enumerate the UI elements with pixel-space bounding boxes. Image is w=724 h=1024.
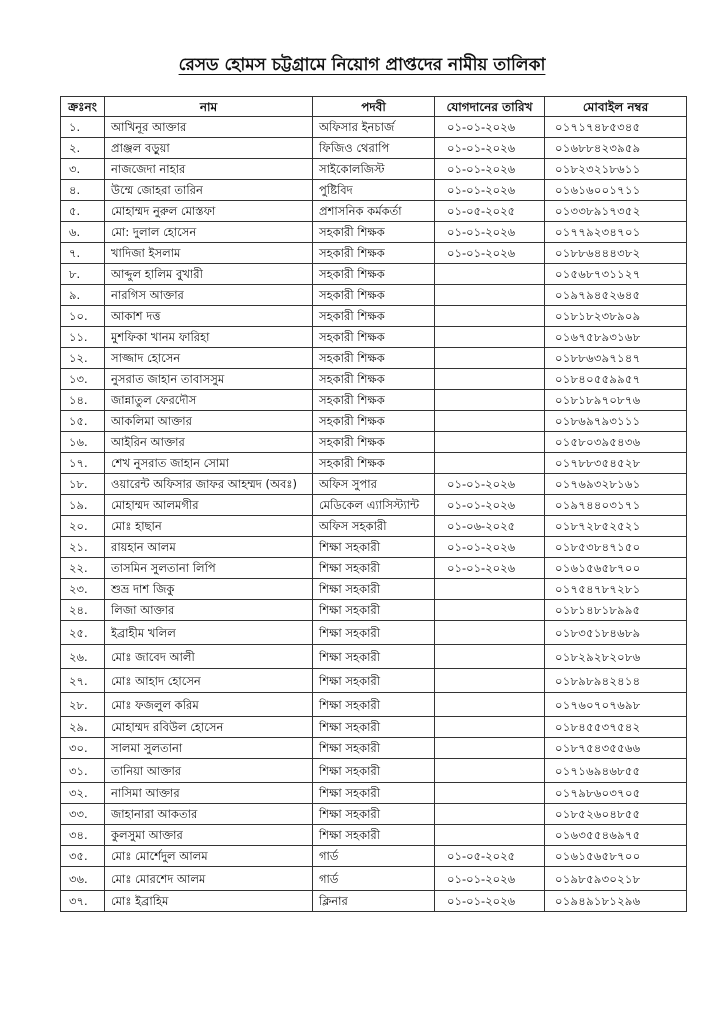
cell-name: আব্দুল হালিম বুখারী [105,264,313,285]
cell-designation: শিক্ষা সহকারী [313,645,435,669]
table-row [61,717,687,738]
cell-mobile: ০১৮৫২৬০৪৮৫৫ [545,804,687,825]
table-body [61,117,687,912]
cell-name: মোঃ ইব্রাহিম [105,891,313,912]
cell-serial: ৩১. [61,759,105,783]
cell-mobile: ০১৮১৮৯৭০৮৭৬ [545,390,687,411]
cell-mobile: ০১৯৮৫৯৩০২১৮ [545,867,687,891]
cell-join-date: ০১-০১-২০২৬ [435,243,545,264]
table-row [61,369,687,390]
cell-serial: ৯. [61,285,105,306]
cell-designation: ফিজিও থেরাপি [313,138,435,159]
cell-join-date [435,738,545,759]
cell-designation: শিক্ষা সহকারী [313,669,435,693]
cell-mobile: ০১৮২৯২৮২০৮৬ [545,645,687,669]
cell-join-date [435,369,545,390]
cell-designation: সহকারী শিক্ষক [313,222,435,243]
cell-designation: শিক্ষা সহকারী [313,738,435,759]
table-row [61,693,687,717]
table-header-row [61,97,687,117]
cell-designation: শিক্ষা সহকারী [313,621,435,645]
cell-name: উম্মে জোহরা তারিন [105,180,313,201]
cell-name: আকলিমা আক্তার [105,411,313,432]
cell-designation: সহকারী শিক্ষক [313,390,435,411]
cell-designation: শিক্ষা সহকারী [313,600,435,621]
cell-name: নুসরাত জাহান তাবাসসুম [105,369,313,390]
header-mobile: মোবাইল নম্বর [545,97,687,117]
cell-serial: ১৬. [61,432,105,453]
cell-mobile: ০১৮৬৯৭৯৩১১১ [545,411,687,432]
cell-serial: ১৫. [61,411,105,432]
cell-name: খাদিজা ইসলাম [105,243,313,264]
cell-join-date: ০১-০১-২০২৬ [435,558,545,579]
cell-mobile: ০১৮১৮২৩৮৯০৯ [545,306,687,327]
cell-mobile: ০১৮৯৮৯৪২৪১৪ [545,669,687,693]
cell-name: সাজ্জাদ হোসেন [105,348,313,369]
header-name: নাম [105,97,313,117]
cell-mobile: ০১৫৬৮৭৩১১২৭ [545,264,687,285]
cell-designation: শিক্ষা সহকারী [313,693,435,717]
table-row [61,891,687,912]
table-row [61,669,687,693]
cell-mobile: ০১৮৮৬৩৯৭১৪৭ [545,348,687,369]
cell-name: লিজা আক্তার [105,600,313,621]
cell-serial: ৩৬. [61,867,105,891]
cell-name: শেখ নুসরাত জাহান সোমা [105,453,313,474]
cell-join-date [435,579,545,600]
cell-join-date [435,600,545,621]
cell-designation: শিক্ষা সহকারী [313,825,435,846]
cell-join-date [435,432,545,453]
cell-name: মোঃ ফজলুল করিম [105,693,313,717]
table-row [61,825,687,846]
cell-join-date: ০১-০১-২০২৬ [435,537,545,558]
cell-mobile: ০১৯৭৪৪০৩১৭১ [545,495,687,516]
cell-serial: ১. [61,117,105,138]
cell-designation: সাইকোলজিস্ট [313,159,435,180]
cell-name: মো: দুলাল হোসেন [105,222,313,243]
cell-designation: অফিস সুপার [313,474,435,495]
cell-serial: ৩৪. [61,825,105,846]
cell-join-date [435,621,545,645]
cell-name: মোহাম্মদ নুরুল মোস্তফা [105,201,313,222]
cell-serial: ২১. [61,537,105,558]
cell-name: ওয়ারেন্ট অফিসার জাফর আহম্মদ (অবঃ) [105,474,313,495]
cell-serial: ২৭. [61,669,105,693]
cell-serial: ৩২. [61,783,105,804]
table-row [61,243,687,264]
cell-mobile: ০১৮৪৫৫৩৭৫৪২ [545,717,687,738]
table-row [61,804,687,825]
cell-name: মোঃ হাছান [105,516,313,537]
cell-name: রায়হান আলম [105,537,313,558]
cell-serial: ২০. [61,516,105,537]
cell-designation: শিক্ষা সহকারী [313,537,435,558]
cell-mobile: ০১৬১৬০০১৭১১ [545,180,687,201]
cell-designation: শিক্ষা সহকারী [313,579,435,600]
table-row [61,495,687,516]
cell-designation: সহকারী শিক্ষক [313,411,435,432]
cell-serial: ১৯. [61,495,105,516]
header-serial: ক্রঃনং [61,97,105,117]
cell-join-date [435,327,545,348]
cell-serial: ৩৩. [61,804,105,825]
table-row [61,579,687,600]
cell-mobile: ০১৮১৪৮১৮৯৯৫ [545,600,687,621]
cell-mobile: ০১৮৭২৮৫২৫২১ [545,516,687,537]
cell-serial: ৭. [61,243,105,264]
cell-join-date: ০১-০৬-২০২৫ [435,516,545,537]
table-row [61,411,687,432]
cell-name: তানিয়া আক্তার [105,759,313,783]
cell-mobile: ০১৭৯৮৬০৩৭০৫ [545,783,687,804]
cell-mobile: ০১৭৫৪৭৮৭২৮১ [545,579,687,600]
cell-serial: ১১. [61,327,105,348]
cell-mobile: ০১৩৩৮৯১৭৩৫২ [545,201,687,222]
table-row [61,621,687,645]
cell-designation: অফিসার ইনচার্জ [313,117,435,138]
header-designation: পদবী [313,97,435,117]
cell-name: সালমা সুলতানা [105,738,313,759]
cell-serial: ২৪. [61,600,105,621]
table-row [61,846,687,867]
cell-designation: সহকারী শিক্ষক [313,285,435,306]
cell-join-date: ০১-০৫-২০২৫ [435,201,545,222]
cell-join-date [435,804,545,825]
cell-join-date [435,390,545,411]
cell-serial: ৩৫. [61,846,105,867]
cell-name: আইরিন আক্তার [105,432,313,453]
cell-join-date [435,645,545,669]
table-row [61,432,687,453]
cell-mobile: ০১৫৮০৩৯৫৪৩৬ [545,432,687,453]
appointee-roster-table [60,96,687,912]
cell-name: ইব্রাহীম খলিল [105,621,313,645]
cell-join-date [435,264,545,285]
cell-mobile: ০১৬১৫৬৫৮৭০০ [545,846,687,867]
cell-designation: ক্লিনার [313,891,435,912]
cell-serial: ১৩. [61,369,105,390]
cell-join-date [435,783,545,804]
cell-name: আকাশ দত্ত [105,306,313,327]
cell-join-date [435,717,545,738]
table-row [61,558,687,579]
cell-name: জাহানারা আকতার [105,804,313,825]
cell-name: মুশফিকা খানম ফারিহা [105,327,313,348]
table-row [61,516,687,537]
cell-join-date [435,669,545,693]
cell-serial: ৩৭. [61,891,105,912]
table-row [61,285,687,306]
cell-name: নাসিমা আক্তার [105,783,313,804]
cell-serial: ১৮. [61,474,105,495]
table-row [61,759,687,783]
cell-serial: ৩. [61,159,105,180]
cell-name: আখিনূর আক্তার [105,117,313,138]
cell-mobile: ০১৭৭৯২৩৪৭০১ [545,222,687,243]
cell-name: মোঃ মোর্শেদুল আলম [105,846,313,867]
cell-designation: সহকারী শিক্ষক [313,348,435,369]
cell-mobile: ০১৭৬৯৩২৮১৬১ [545,474,687,495]
cell-designation: শিক্ষা সহকারী [313,783,435,804]
table-row [61,453,687,474]
cell-join-date [435,285,545,306]
cell-mobile: ০১৭৬০৭০৭৬৯৮ [545,693,687,717]
cell-designation: সহকারী শিক্ষক [313,264,435,285]
cell-mobile: ০১৮৫৩৮৪৭১৫০ [545,537,687,558]
cell-mobile: ০১৮৪০৫৫৯৯৫৭ [545,369,687,390]
cell-designation: পুষ্টিবিদ [313,180,435,201]
cell-serial: ৬. [61,222,105,243]
cell-name: নাজজেদা নাহার [105,159,313,180]
cell-mobile: ০১৮৮৬৪৪৪৩৮২ [545,243,687,264]
cell-mobile: ০১৮২৩২১৮৬১১ [545,159,687,180]
cell-join-date: ০১-০১-২০২৬ [435,159,545,180]
cell-serial: ২৯. [61,717,105,738]
table-row [61,201,687,222]
cell-name: জান্নাতুল ফেরদৌস [105,390,313,411]
cell-name: মোঃ মোরশেদ আলম [105,867,313,891]
table-row [61,738,687,759]
cell-join-date [435,825,545,846]
cell-join-date: ০১-০৫-২০২৫ [435,846,545,867]
cell-join-date: ০১-০১-২০২৬ [435,474,545,495]
header-join-date: যোগদানের তারিখ [435,97,545,117]
cell-join-date [435,693,545,717]
cell-join-date [435,411,545,432]
table-row [61,645,687,669]
cell-mobile: ০১৮৩৫১৮৪৬৮৯ [545,621,687,645]
cell-join-date [435,306,545,327]
cell-serial: ১০. [61,306,105,327]
cell-designation: অফিস সহকারী [313,516,435,537]
table-row [61,117,687,138]
table-row [61,600,687,621]
cell-name: মোঃ জাবেদ আলী [105,645,313,669]
cell-mobile: ০১৬১৫৬৫৮৭০০ [545,558,687,579]
cell-serial: ৩০. [61,738,105,759]
document-title-text: রেসড হোমস চট্টগ্রামে নিয়োগ প্রাপ্তদের নামীয় তালিকা [178,55,546,75]
table-row [61,783,687,804]
cell-name: মোঃ আহাদ হোসেন [105,669,313,693]
cell-name: শুভ্র দাশ জিকু [105,579,313,600]
cell-mobile: ০১৮৭৫৪৩৫৫৬৬ [545,738,687,759]
cell-serial: ১২. [61,348,105,369]
cell-mobile: ০১৭৮৮৩৫৪৫২৮ [545,453,687,474]
cell-join-date: ০১-০১-২০২৬ [435,867,545,891]
cell-name: নারগিস আক্তার [105,285,313,306]
cell-name: মোহাম্মদ রবিউল হোসেন [105,717,313,738]
cell-serial: ২৮. [61,693,105,717]
table-row [61,306,687,327]
cell-serial: ১৪. [61,390,105,411]
cell-designation: মেডিকেল এ্যাসিস্ট্যান্ট [313,495,435,516]
cell-join-date: ০১-০১-২০২৬ [435,495,545,516]
cell-designation: সহকারী শিক্ষক [313,243,435,264]
table-row [61,222,687,243]
cell-serial: ৫. [61,201,105,222]
cell-serial: ৮. [61,264,105,285]
cell-join-date: ০১-০১-২০২৬ [435,891,545,912]
document-title [0,52,724,80]
cell-designation: সহকারী শিক্ষক [313,369,435,390]
cell-serial: ২. [61,138,105,159]
cell-join-date [435,453,545,474]
cell-designation: শিক্ষা সহকারী [313,759,435,783]
cell-serial: ১৭. [61,453,105,474]
table-row [61,327,687,348]
cell-mobile: ০১৯৭৯৪৫২৬৪৫ [545,285,687,306]
cell-designation: সহকারী শিক্ষক [313,306,435,327]
cell-join-date [435,348,545,369]
cell-name: মোহাম্মদ আলমগীর [105,495,313,516]
cell-designation: সহকারী শিক্ষক [313,432,435,453]
cell-serial: ২৩. [61,579,105,600]
cell-mobile: ০১৬৩৫৫৪৬৯৭৫ [545,825,687,846]
cell-designation: শিক্ষা সহকারী [313,717,435,738]
cell-mobile: ০১৯৪৯১৮১২৯৬ [545,891,687,912]
cell-serial: ২২. [61,558,105,579]
cell-serial: ৪. [61,180,105,201]
table-row [61,159,687,180]
cell-name: কুলসুমা আক্তার [105,825,313,846]
table-row [61,348,687,369]
cell-designation: প্রশাসনিক কর্মকর্তা [313,201,435,222]
table-row [61,264,687,285]
cell-designation: গার্ড [313,846,435,867]
cell-mobile: ০১৬৭৫৮৯৩১৬৮ [545,327,687,348]
cell-join-date: ০১-০১-২০২৬ [435,222,545,243]
table-row [61,180,687,201]
cell-join-date: ০১-০১-২০২৬ [435,138,545,159]
table-row [61,537,687,558]
cell-join-date [435,759,545,783]
cell-name: প্রাঞ্জল বড়ুয়া [105,138,313,159]
cell-designation: শিক্ষা সহকারী [313,558,435,579]
cell-designation: শিক্ষা সহকারী [313,804,435,825]
cell-designation: সহকারী শিক্ষক [313,453,435,474]
cell-join-date: ০১-০১-২০২৬ [435,180,545,201]
cell-mobile: ০১৭১৭৪৮৫৩৪৫ [545,117,687,138]
cell-join-date: ০১-০১-২০২৬ [435,117,545,138]
cell-name: তাসমিন সুলতানা লিপি [105,558,313,579]
cell-mobile: ০১৬৮৮৪২৩৯৫৯ [545,138,687,159]
table-row [61,138,687,159]
cell-serial: ২৬. [61,645,105,669]
cell-designation: সহকারী শিক্ষক [313,327,435,348]
cell-mobile: ০১৭১৬৯৪৬৮৫৫ [545,759,687,783]
cell-designation: গার্ড [313,867,435,891]
table-row [61,867,687,891]
table-row [61,474,687,495]
cell-serial: ২৫. [61,621,105,645]
table-row [61,390,687,411]
